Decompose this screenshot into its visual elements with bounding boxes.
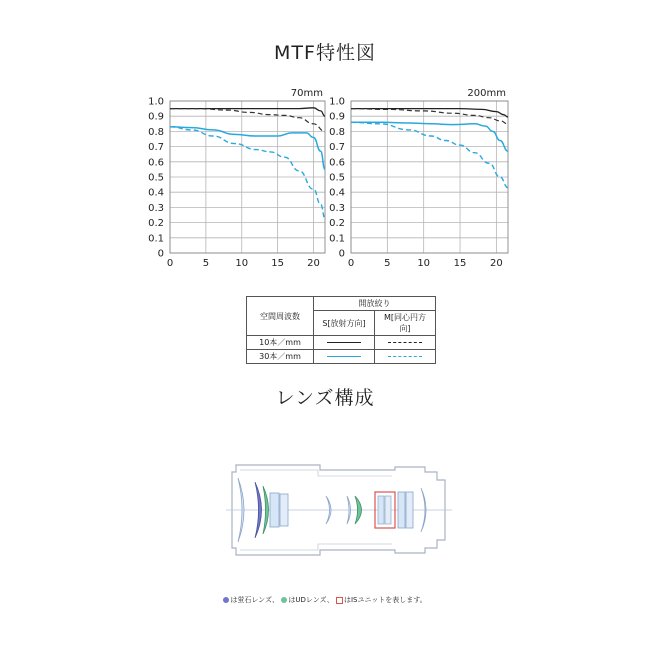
footnote-ud: はUDレンズ、 xyxy=(288,596,334,604)
chart1-xtick-label: 0 xyxy=(166,258,174,269)
front-lens-2 xyxy=(270,493,279,527)
chart2-ytick-label: 0.2 xyxy=(329,218,345,230)
footnote-fluorite: は蛍石レンズ、 xyxy=(230,596,280,604)
chart1-ytick-label: 0.4 xyxy=(148,187,164,199)
rear-lens-1 xyxy=(398,492,405,528)
chart1-xtick-label: 10 xyxy=(235,258,249,269)
legend-header-aperture: 開放絞り xyxy=(314,297,436,311)
chart2-ytick-label: 0 xyxy=(338,248,345,260)
fluorite-marker-icon xyxy=(223,597,229,603)
legend-row-30: 30本／mm xyxy=(247,350,314,364)
chart2-ytick-label: 0.4 xyxy=(329,187,345,199)
is-marker-icon xyxy=(336,597,343,604)
chart2-ytick-label: 0.9 xyxy=(329,111,345,123)
chart1-ytick-label: 0.7 xyxy=(148,142,164,154)
chart1-xtick-label: 20 xyxy=(307,258,320,269)
chart2-xtick-label: 10 xyxy=(417,258,431,269)
lens-construction-title: レンズ構成 xyxy=(275,387,375,409)
chart1-ytick-label: 1.0 xyxy=(148,96,164,108)
footnote-is: はISユニットを表します。 xyxy=(343,596,427,604)
chart1-ytick-label: 0.1 xyxy=(148,233,164,245)
chart2-xtick-label: 0 xyxy=(347,258,355,269)
chart2-ytick-label: 1.0 xyxy=(329,96,345,108)
chart1-ytick-label: 0.8 xyxy=(148,126,164,138)
legend-row-10: 10本／mm xyxy=(247,336,314,350)
chart2-xtick-label: 5 xyxy=(384,258,391,269)
lens-footnote xyxy=(0,595,650,605)
is-lens-2 xyxy=(385,496,391,524)
legend-header-frequency: 空間周波数 xyxy=(247,297,314,336)
rear-lens-2 xyxy=(406,492,413,528)
chart2-ytick-label: 0.7 xyxy=(329,142,345,154)
chart2-title: 200mm xyxy=(467,88,506,99)
mtf-chart-title: MTF特性図 xyxy=(274,42,376,64)
chart1-xtick-label: 5 xyxy=(202,258,210,269)
chart2-ytick-label: 0.6 xyxy=(329,157,345,169)
chart1-ytick-label: 0.5 xyxy=(148,172,164,184)
chart2-ytick-label: 0.1 xyxy=(329,233,345,245)
chart1-ytick-label: 0.3 xyxy=(148,202,164,214)
chart1-ytick-label: 0 xyxy=(157,248,164,260)
chart2-xtick-label: 20 xyxy=(490,258,503,269)
front-lens-3 xyxy=(280,494,288,526)
chart2-ytick-label: 0.3 xyxy=(329,202,345,214)
chart2-xtick-label: 15 xyxy=(453,258,467,269)
legend-col-meridional: M[同心円方向] xyxy=(375,311,436,336)
ud-marker-icon xyxy=(281,597,287,603)
chart1-ytick-label: 0.2 xyxy=(148,218,164,230)
chart1-xtick-label: 15 xyxy=(271,258,285,269)
chart2-ytick-label: 0.8 xyxy=(329,126,345,138)
chart1-ytick-label: 0.6 xyxy=(148,157,164,169)
chart1-title: 70mm xyxy=(290,88,323,99)
chart1-ytick-label: 0.9 xyxy=(148,111,164,123)
chart2-ytick-label: 0.5 xyxy=(329,172,345,184)
is-lens-1 xyxy=(378,496,384,524)
legend-col-sagittal: S[放射方向] xyxy=(314,311,375,336)
